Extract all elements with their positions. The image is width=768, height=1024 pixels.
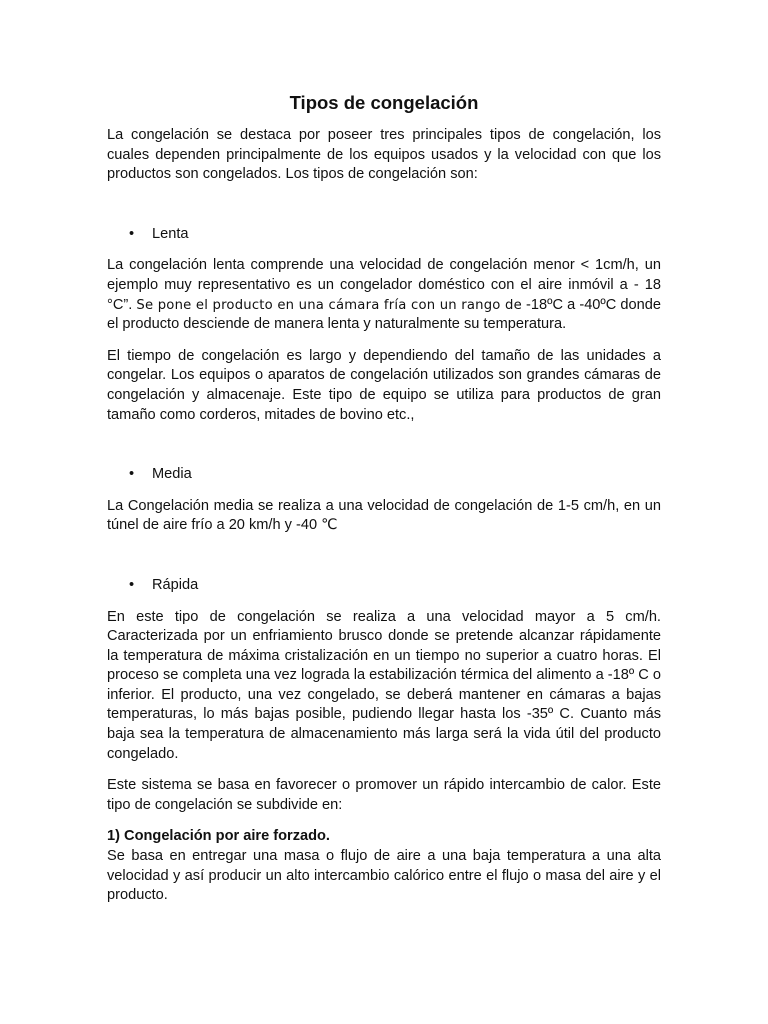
document-page — [107, 92, 661, 906]
aire-forzado-paragraph: Se basa en entregar una masa o flujo de aire a una baja temperatura a una alta velocidad y así producir un alto intercambio calórico entre el flujo o masa del aire y el producto. — [107, 848, 661, 904]
lenta-paragraph-2: El tiempo de congelación es largo y dependiendo del tamaño de las unidades a congelar. Los equipos o aparatos de congelación utilizados son grandes cámaras de congelación y almacenaje. Este tipo de equipo se utiliza para productos de gran tamaño como corderos, mitades de bovino etc., — [107, 347, 661, 423]
bullet-icon: • — [129, 576, 135, 593]
bullet-item-media — [107, 465, 661, 485]
bullet-icon: • — [129, 225, 135, 242]
rapida-paragraph-1: En este tipo de congelación se realiza a una velocidad mayor a 5 cm/h. Caracterizada por un enfriamiento brusco donde se pretende alcanzar rápidamente la temperatura de máxima cristalización en un tiempo no superior a cuatro horas. El proceso se completa una vez lograda la estabilización térmica del alimento a -18º C o inferior. El producto, una vez congelado, se deberá mantener en cámaras a bajas temperaturas, lo más bajas posible, pudiendo llegar hasta los -35º C. Cuanto más baja sea la temperatura de almacenamiento más larga será la vida útil del producto congelado. — [107, 608, 661, 762]
bullet-item-lenta — [107, 225, 661, 245]
bullet-label: Rápida — [152, 576, 199, 593]
media-paragraph-1: La Congelación media se realiza a una velocidad de congelación de 1-5 cm/h, en un túnel de aire frío a 20 km/h y -40 ℃ — [107, 497, 661, 534]
lenta-paragraph-1: La congelación lenta comprende una velocidad de congelación menor < 1cm/h, un ejemplo muy representativo es un congelador doméstico con el aire inmóvil a - 18 °C”. Se pone el producto en una cámara fría con un rango de -18ºC a -40ºC donde el producto desciende de manera lenta y naturalmente su temperatura. — [107, 257, 661, 333]
bullet-icon: • — [129, 466, 135, 483]
bullet-label: Media — [152, 466, 192, 483]
bullet-item-rapida — [107, 576, 661, 596]
intro-paragraph: La congelación se destaca por poseer tres principales tipos de congelación, los cuales dependen principalmente de los equipos usados y la velocidad con que los productos son congelados. Los tipos de congelación son: — [107, 127, 661, 183]
page-title: Tipos de congelación — [289, 92, 479, 113]
bullet-label: Lenta — [152, 225, 189, 242]
subsection-heading: 1) Congelación por aire forzado. — [107, 828, 330, 845]
rapida-paragraph-2: Este sistema se basa en favorecer o promover un rápido intercambio de calor. Este tipo de congelación se subdivide en: — [107, 777, 661, 813]
